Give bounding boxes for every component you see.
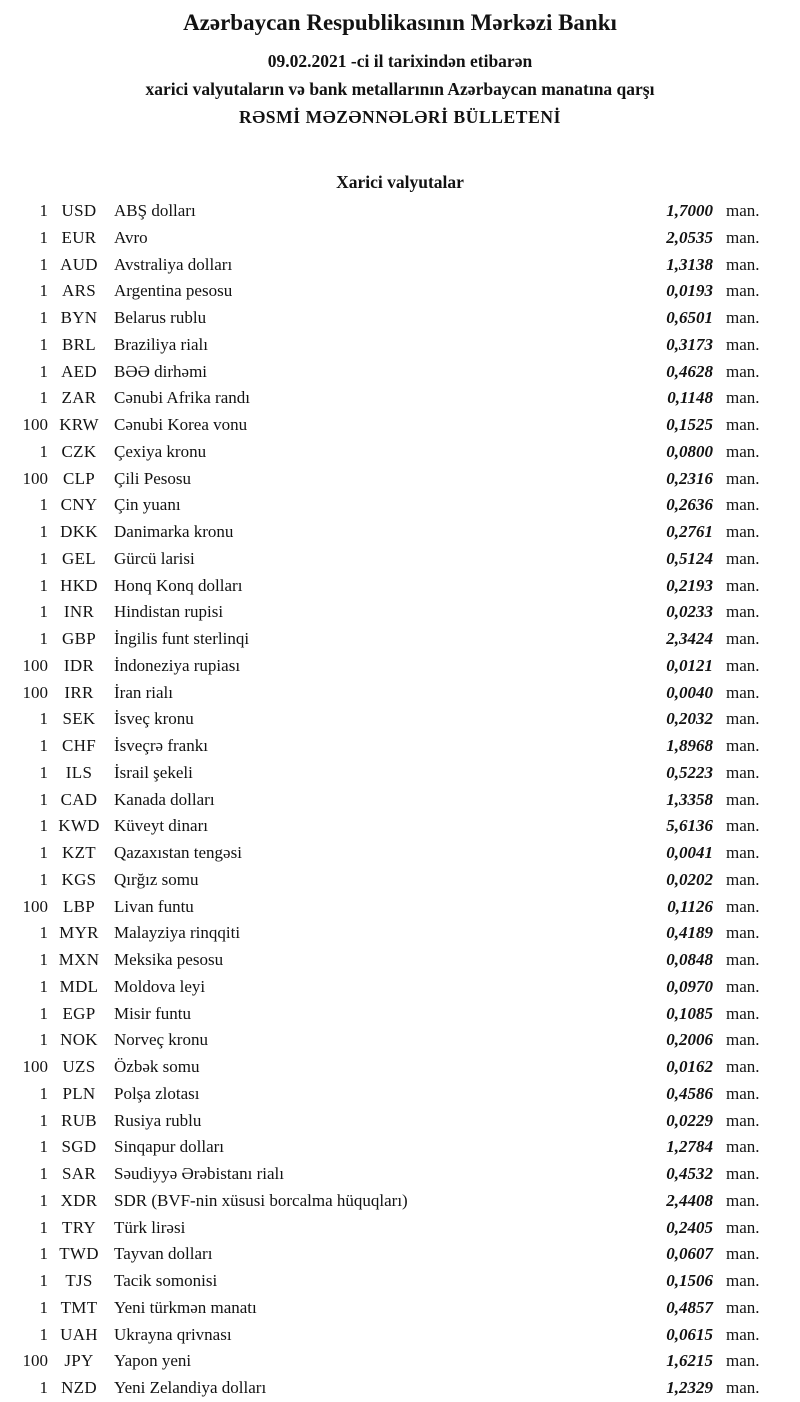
quantity-cell: 1: [39, 1271, 48, 1290]
currency-code-cell: TWD: [59, 1244, 99, 1264]
currency-code-cell: NZD: [61, 1378, 97, 1397]
quantity-cell: 1: [39, 1190, 48, 1210]
currency-code-cell: CLP: [62, 468, 96, 488]
unit-label-cell: man.: [726, 522, 760, 541]
currency-code-cell: TMT: [60, 1297, 98, 1317]
currency-code-cell: JPY: [64, 1351, 94, 1371]
table-row: [0, 546, 800, 573]
currency-name-cell: Küveyt dinarı: [114, 816, 208, 836]
currency-name-cell: Belarus rublu: [114, 308, 207, 327]
table-row: [0, 894, 800, 921]
unit-label-cell: man.: [726, 254, 760, 274]
rate-value-cell: 1,6215: [666, 1351, 713, 1371]
currency-name-cell: Hindistan rupisi: [114, 602, 224, 622]
currency-name-cell: Norveç kronu: [114, 1030, 208, 1050]
quantity-cell: 1: [39, 227, 48, 247]
currency-code-cell: IRR: [64, 682, 94, 702]
rate-value-cell: 0,5124: [666, 548, 713, 568]
unit-label-cell: man.: [726, 709, 760, 729]
currency-name-cell: Cənubi Afrika randı: [114, 388, 250, 408]
unit-label-cell: man.: [726, 1164, 760, 1183]
table-row: [0, 252, 800, 279]
unit-label-cell: man.: [726, 1030, 760, 1050]
quantity-cell: 1: [39, 816, 48, 836]
table-row: [0, 1295, 800, 1322]
unit-label-cell: man.: [726, 762, 760, 782]
currency-name-cell: İran rialı: [114, 682, 173, 702]
rate-value-cell: 5,6136: [666, 816, 713, 836]
quantity-cell: 1: [39, 789, 48, 809]
rate-value-cell: 0,2032: [666, 709, 713, 729]
currency-name-cell: Misir funtu: [114, 1003, 191, 1023]
table-row: [0, 1215, 800, 1242]
unit-label-cell: man.: [726, 1351, 760, 1371]
rate-value-cell: 0,2006: [666, 1030, 713, 1050]
rate-value-cell: 0,1085: [666, 1003, 713, 1023]
unit-label-cell: man.: [726, 441, 760, 461]
quantity-cell: 100: [22, 1057, 48, 1076]
unit-label-cell: man.: [726, 602, 760, 622]
table-row: [0, 519, 800, 546]
quantity-cell: 100: [22, 896, 48, 916]
currency-name-cell: Avstraliya dolları: [114, 254, 233, 274]
currency-name-cell: Çin yuanı: [114, 495, 181, 515]
table-row: [0, 198, 800, 225]
table-row: [0, 305, 800, 332]
table-row: [0, 225, 800, 252]
quantity-cell: 1: [39, 1297, 48, 1317]
rate-value-cell: 0,0615: [666, 1324, 713, 1344]
table-row: [0, 1241, 800, 1268]
currency-code-cell: CNY: [60, 495, 98, 515]
rate-value-cell: 0,0848: [666, 950, 713, 969]
quantity-cell: 1: [39, 1244, 48, 1264]
rate-value-cell: 0,4586: [666, 1083, 713, 1103]
currency-code-cell: KRW: [59, 415, 99, 434]
currency-code-cell: BYN: [60, 308, 98, 327]
currency-name-cell: SDR (BVF-nin xüsusi borcalma hüquqları): [114, 1190, 408, 1210]
currency-code-cell: UZS: [62, 1057, 96, 1076]
rate-value-cell: 0,0229: [666, 1110, 713, 1130]
table-row: [0, 706, 800, 733]
currency-name-cell: Çili Pesosu: [114, 468, 191, 488]
currency-code-cell: CAD: [60, 789, 98, 809]
currency-name-cell: Rusiya rublu: [114, 1110, 202, 1130]
currency-code-cell: PLN: [62, 1083, 96, 1103]
currency-code-cell: NOK: [60, 1030, 98, 1050]
currency-code-cell: AED: [61, 361, 97, 381]
table-row: [0, 1161, 800, 1188]
table-row: [0, 787, 800, 814]
rate-value-cell: 0,0202: [666, 869, 713, 889]
rate-value-cell: 1,8968: [666, 736, 713, 755]
unit-label-cell: man.: [726, 308, 760, 327]
rate-value-cell: 1,7000: [666, 201, 713, 220]
unit-label-cell: man.: [726, 1271, 760, 1290]
effective-date-line: 09.02.2021 -ci il tarixindən etibarən: [267, 51, 533, 71]
table-row: [0, 733, 800, 760]
quantity-cell: 1: [39, 575, 48, 595]
table-row: [0, 573, 800, 600]
currency-name-cell: Ukrayna qrivnası: [114, 1324, 232, 1344]
unit-label-cell: man.: [726, 736, 760, 755]
currency-code-cell: XDR: [60, 1190, 98, 1210]
rate-value-cell: 0,2316: [666, 468, 713, 488]
quantity-cell: 1: [39, 843, 48, 862]
table-row: [0, 412, 800, 439]
currency-name-cell: Səudiyyə Ərəbistanı rialı: [114, 1164, 284, 1183]
unit-label-cell: man.: [726, 1083, 760, 1103]
currency-code-cell: INR: [63, 602, 95, 622]
quantity-cell: 1: [39, 736, 48, 755]
table-row: [0, 760, 800, 787]
table-row: [0, 813, 800, 840]
currency-code-cell: USD: [61, 201, 97, 220]
rate-value-cell: 0,5223: [666, 762, 713, 782]
quantity-cell: 1: [39, 254, 48, 274]
unit-label-cell: man.: [726, 1217, 760, 1237]
rate-value-cell: 0,4189: [666, 923, 713, 943]
table-row: [0, 278, 800, 305]
table-row: [0, 492, 800, 519]
quantity-cell: 100: [22, 415, 48, 434]
unit-label-cell: man.: [726, 1324, 760, 1344]
unit-label-cell: man.: [726, 682, 760, 702]
unit-label-cell: man.: [726, 201, 760, 220]
rates-table: [0, 198, 800, 1402]
rate-value-cell: 0,1506: [666, 1271, 713, 1290]
currency-name-cell: Honq Konq dolları: [114, 575, 243, 595]
currency-name-cell: Livan funtu: [114, 896, 194, 916]
currency-code-cell: BRL: [62, 334, 96, 354]
quantity-cell: 1: [39, 441, 48, 461]
currency-name-cell: Meksika pesosu: [114, 950, 224, 969]
table-row: [0, 626, 800, 653]
table-row: [0, 1081, 800, 1108]
rate-value-cell: 0,2636: [666, 495, 713, 515]
rate-value-cell: 0,4532: [666, 1164, 713, 1183]
table-row: [0, 1001, 800, 1028]
unit-label-cell: man.: [726, 575, 760, 595]
table-row: [0, 974, 800, 1001]
quantity-cell: 1: [39, 201, 48, 220]
quantity-cell: 1: [39, 1217, 48, 1237]
currency-code-cell: LBP: [62, 896, 96, 916]
table-row: [0, 680, 800, 707]
currency-name-cell: Tayvan dolları: [114, 1244, 213, 1264]
rate-value-cell: 2,3424: [666, 629, 713, 648]
currency-name-cell: Qırğız somu: [114, 869, 199, 889]
currency-code-cell: KWD: [58, 816, 100, 836]
currency-code-cell: HKD: [60, 575, 98, 595]
currency-name-cell: Sinqapur dolları: [114, 1137, 225, 1157]
unit-label-cell: man.: [726, 1244, 760, 1264]
currency-name-cell: Avro: [114, 227, 148, 247]
rate-value-cell: 0,4857: [666, 1297, 713, 1317]
currency-code-cell: TRY: [62, 1217, 96, 1237]
currency-name-cell: Cənubi Korea vonu: [114, 415, 248, 434]
rate-value-cell: 0,2405: [666, 1217, 713, 1237]
currency-code-cell: EGP: [62, 1003, 96, 1023]
section-title-foreign-currencies: Xarici valyutalar: [336, 172, 464, 192]
currency-name-cell: Yapon yeni: [114, 1351, 192, 1371]
currency-name-cell: Malayziya rinqqiti: [114, 923, 241, 943]
rate-value-cell: 2,0535: [666, 227, 713, 247]
unit-label-cell: man.: [726, 548, 760, 568]
quantity-cell: 1: [39, 334, 48, 354]
currency-name-cell: Qazaxıstan tengəsi: [114, 843, 242, 862]
rate-value-cell: 0,4628: [666, 361, 713, 381]
currency-name-cell: Argentina pesosu: [114, 281, 233, 301]
currency-code-cell: EUR: [61, 227, 97, 247]
currency-code-cell: MDL: [59, 976, 99, 996]
unit-label-cell: man.: [726, 896, 760, 916]
currency-code-cell: CZK: [61, 441, 97, 461]
currency-name-cell: İngilis funt sterlinqi: [114, 629, 250, 648]
table-row: [0, 466, 800, 493]
quantity-cell: 1: [39, 602, 48, 622]
currency-code-cell: ILS: [65, 762, 93, 782]
unit-label-cell: man.: [726, 468, 760, 488]
currency-name-cell: Gürcü larisi: [114, 548, 195, 568]
unit-label-cell: man.: [726, 1137, 760, 1157]
unit-label-cell: man.: [726, 789, 760, 809]
currency-name-cell: Danimarka kronu: [114, 522, 234, 541]
quantity-cell: 100: [22, 682, 48, 702]
unit-label-cell: man.: [726, 843, 760, 862]
currency-code-cell: MYR: [59, 923, 99, 943]
rate-value-cell: 0,0040: [666, 682, 713, 702]
currency-name-cell: Türk lirəsi: [114, 1217, 186, 1237]
rate-value-cell: 0,2761: [666, 522, 713, 541]
unit-label-cell: man.: [726, 281, 760, 301]
unit-label-cell: man.: [726, 1190, 760, 1210]
currency-name-cell: ABŞ dolları: [114, 201, 196, 220]
quantity-cell: 100: [22, 1351, 48, 1371]
currency-code-cell: DKK: [60, 522, 98, 541]
table-row: [0, 1348, 800, 1375]
rate-value-cell: 0,0193: [666, 281, 713, 301]
unit-label-cell: man.: [726, 816, 760, 836]
rate-value-cell: 2,4408: [666, 1190, 713, 1210]
currency-code-cell: ZAR: [61, 388, 97, 408]
table-row: [0, 653, 800, 680]
unit-label-cell: man.: [726, 1378, 760, 1397]
subject-line: xarici valyutaların və bank metallarının Azərbaycan manatına qarşı: [145, 79, 655, 99]
table-row: [0, 439, 800, 466]
unit-label-cell: man.: [726, 1110, 760, 1130]
currency-code-cell: MXN: [58, 950, 100, 969]
rate-value-cell: 1,3358: [666, 789, 713, 809]
unit-label-cell: man.: [726, 495, 760, 515]
currency-code-cell: KGS: [61, 869, 97, 889]
currency-code-cell: GEL: [62, 548, 96, 568]
quantity-cell: 1: [39, 308, 48, 327]
unit-label-cell: man.: [726, 361, 760, 381]
currency-code-cell: RUB: [61, 1110, 97, 1130]
currency-code-cell: SEK: [62, 709, 96, 729]
currency-code-cell: CHF: [62, 736, 96, 755]
unit-label-cell: man.: [726, 415, 760, 434]
rate-value-cell: 1,2329: [666, 1378, 713, 1397]
currency-code-cell: TJS: [65, 1271, 93, 1290]
unit-label-cell: man.: [726, 1003, 760, 1023]
rate-value-cell: 0,0970: [666, 976, 713, 996]
quantity-cell: 1: [39, 950, 48, 969]
table-row: [0, 1375, 800, 1402]
unit-label-cell: man.: [726, 1057, 760, 1076]
rate-value-cell: 0,0607: [666, 1244, 713, 1264]
quantity-cell: 1: [39, 1110, 48, 1130]
currency-name-cell: İndoneziya rupiası: [114, 655, 241, 675]
quantity-cell: 100: [22, 655, 48, 675]
quantity-cell: 1: [39, 281, 48, 301]
currency-code-cell: AUD: [60, 254, 98, 274]
rate-value-cell: 0,0162: [666, 1057, 713, 1076]
table-row: [0, 1027, 800, 1054]
currency-code-cell: SGD: [61, 1137, 97, 1157]
quantity-cell: 1: [39, 762, 48, 782]
currency-code-cell: GBP: [62, 629, 96, 648]
quantity-cell: 1: [39, 522, 48, 541]
quantity-cell: 1: [39, 1003, 48, 1023]
currency-name-cell: İsveçrə frankı: [114, 736, 208, 755]
rate-value-cell: 0,1525: [666, 415, 713, 434]
quantity-cell: 1: [39, 1164, 48, 1183]
table-row: [0, 920, 800, 947]
rate-value-cell: 0,0800: [666, 441, 713, 461]
currency-code-cell: SAR: [62, 1164, 96, 1183]
unit-label-cell: man.: [726, 869, 760, 889]
currency-name-cell: İsveç kronu: [114, 709, 194, 729]
currency-code-cell: UAH: [60, 1324, 98, 1344]
currency-name-cell: Çexiya kronu: [114, 441, 207, 461]
rate-value-cell: 0,1148: [667, 388, 713, 408]
rate-value-cell: 0,2193: [666, 575, 713, 595]
currency-code-cell: IDR: [63, 655, 95, 675]
table-row: [0, 1134, 800, 1161]
rate-value-cell: 1,3138: [666, 254, 713, 274]
table-row: [0, 332, 800, 359]
quantity-cell: 1: [39, 388, 48, 408]
rate-value-cell: 0,0121: [666, 655, 713, 675]
table-row: [0, 1188, 800, 1215]
table-row: [0, 1054, 800, 1081]
quantity-cell: 1: [39, 1083, 48, 1103]
quantity-cell: 1: [39, 923, 48, 943]
unit-label-cell: man.: [726, 923, 760, 943]
table-row: [0, 867, 800, 894]
currency-name-cell: Moldova leyi: [114, 976, 206, 996]
quantity-cell: 1: [39, 361, 48, 381]
table-row: [0, 599, 800, 626]
table-row: [0, 1268, 800, 1295]
unit-label-cell: man.: [726, 655, 760, 675]
currency-name-cell: Braziliya rialı: [114, 334, 208, 354]
rate-value-cell: 1,2784: [666, 1137, 713, 1157]
table-row: [0, 359, 800, 386]
quantity-cell: 1: [39, 869, 48, 889]
table-row: [0, 385, 800, 412]
currency-name-cell: Yeni türkmən manatı: [114, 1297, 257, 1317]
currency-name-cell: İsrail şekeli: [114, 762, 193, 782]
unit-label-cell: man.: [726, 976, 760, 996]
rate-value-cell: 0,0041: [666, 843, 713, 862]
quantity-cell: 1: [39, 495, 48, 515]
currency-name-cell: Kanada dolları: [114, 789, 215, 809]
quantity-cell: 1: [39, 1030, 48, 1050]
quantity-cell: 1: [39, 976, 48, 996]
bulletin-title-line: RƏSMİ MƏZƏNNƏLƏRİ BÜLLETENİ: [239, 107, 561, 127]
currency-code-cell: ARS: [62, 281, 96, 301]
currency-code-cell: KZT: [62, 843, 96, 862]
quantity-cell: 1: [39, 709, 48, 729]
quantity-cell: 1: [39, 548, 48, 568]
table-row: [0, 1322, 800, 1349]
quantity-cell: 100: [22, 468, 48, 488]
page-title: Azərbaycan Respublikasının Mərkəzi Bankı: [183, 10, 617, 35]
quantity-cell: 1: [39, 1137, 48, 1157]
rate-value-cell: 0,6501: [666, 308, 713, 327]
table-row: [0, 840, 800, 867]
quantity-cell: 1: [39, 629, 48, 648]
currency-name-cell: Polşa zlotası: [114, 1083, 200, 1103]
unit-label-cell: man.: [726, 227, 760, 247]
currency-name-cell: BƏƏ dirhəmi: [114, 361, 208, 381]
quantity-cell: 1: [39, 1324, 48, 1344]
unit-label-cell: man.: [726, 1297, 760, 1317]
currency-name-cell: Yeni Zelandiya dolları: [114, 1378, 267, 1397]
rate-value-cell: 0,1126: [667, 896, 713, 916]
unit-label-cell: man.: [726, 950, 760, 969]
currency-name-cell: Tacik somonisi: [114, 1271, 218, 1290]
quantity-cell: 1: [39, 1378, 48, 1397]
table-row: [0, 1108, 800, 1135]
currency-name-cell: Özbək somu: [114, 1057, 200, 1076]
unit-label-cell: man.: [726, 629, 760, 648]
rate-value-cell: 0,0233: [666, 602, 713, 622]
rate-value-cell: 0,3173: [666, 334, 713, 354]
unit-label-cell: man.: [726, 334, 760, 354]
unit-label-cell: man.: [726, 388, 760, 408]
table-row: [0, 947, 800, 974]
